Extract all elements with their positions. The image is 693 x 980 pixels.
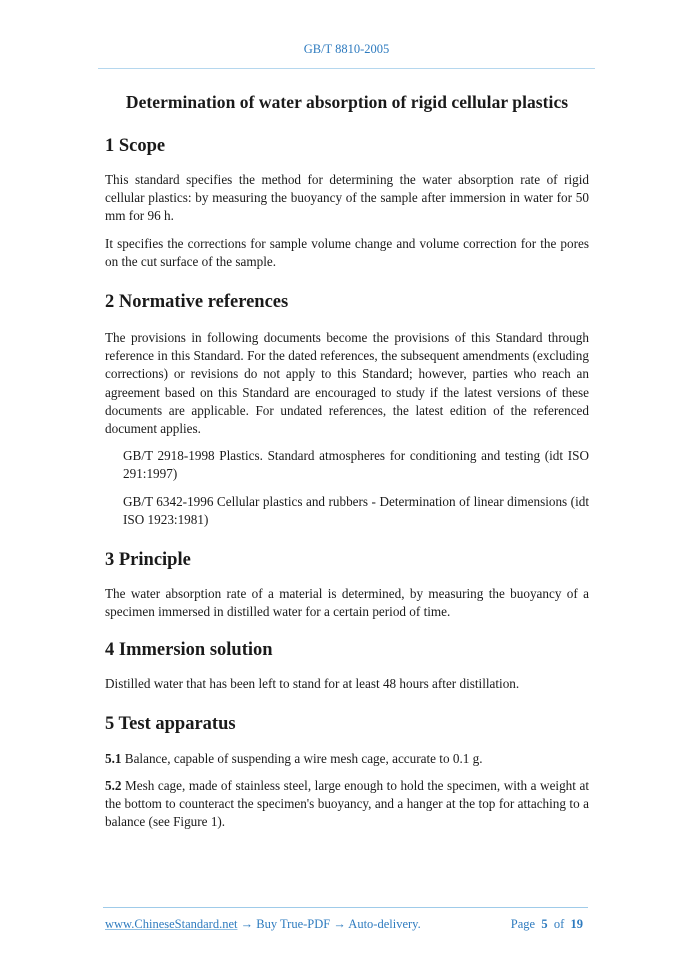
page-of: of xyxy=(553,917,565,931)
section-heading-scope: 1 Scope xyxy=(105,136,166,156)
document-title: Determination of water absorption of rigid cellular plastics xyxy=(125,92,569,112)
arrow-right-icon: → xyxy=(240,917,254,931)
running-header: GB/T 8810-2005 xyxy=(303,42,390,56)
page-footer xyxy=(105,917,589,932)
reference-item: GB/T 2918-1998 Plastics. Standard atmospheres for conditioning and testing (idt ISO 291:1997) xyxy=(123,448,589,482)
section-heading-principle: 3 Principle xyxy=(105,550,191,571)
page-label: Page xyxy=(510,917,536,931)
page-content xyxy=(105,88,589,831)
auto-delivery-text: Auto-delivery. xyxy=(345,917,421,931)
clause-number: 5.2 xyxy=(105,777,122,793)
clause-number: 5.1 xyxy=(105,750,122,766)
page-indicator xyxy=(511,917,583,932)
normative-references-paragraph: The provisions in following documents become the provisions of this Standard through reference in this Standard. For the dated references, the subsequent amendments (excluding corrections) or revisions do not apply to this Standard; however, parties who reach an agreement based on this Standard are encouraged to study if the latest versions of these documents are applicable. For undated references, the latest edition of the referenced document applies. xyxy=(105,330,589,437)
section-heading-immersion-solution: 4 Immersion solution xyxy=(105,640,273,661)
website-link[interactable]: www.ChineseStandard.net xyxy=(105,917,238,931)
clause-text: Balance, capable of suspending a wire mesh cage, accurate to 0.1 g. xyxy=(121,750,483,766)
section-heading-test-apparatus: 5 Test apparatus xyxy=(105,713,236,734)
reference-item: GB/T 6342-1996 Cellular plastics and rubbers - Determination of linear dimensions (idt ISO 1923:1981) xyxy=(123,493,589,527)
section-heading-normative-references: 2 Normative references xyxy=(105,292,289,313)
clause-5-1 xyxy=(105,750,589,768)
buy-true-pdf-text: Buy True-PDF xyxy=(253,917,334,931)
arrow-right-icon: → xyxy=(333,917,346,931)
header-divider xyxy=(98,68,595,69)
clause-text: Mesh cage, made of stainless steel, large enough to hold the specimen, with a weight at the bottom to counteract the specimen's buoyancy, and a hanger at the top for attaching to a balance (see Figure 1). xyxy=(105,777,589,830)
clause-5-2 xyxy=(105,777,589,832)
principle-paragraph: The water absorption rate of a material is determined, by measuring the buoyancy of a specimen immersed in distilled water for a certain period of time. xyxy=(105,586,589,620)
page-current: 5 xyxy=(541,917,548,931)
page-total: 19 xyxy=(570,917,583,931)
immersion-solution-paragraph: Distilled water that has been left to stand for at least 48 hours after distillation. xyxy=(105,676,520,692)
footer-divider xyxy=(103,907,588,908)
scope-paragraph-2: It specifies the corrections for sample volume change and volume correction for the pores on the cut surface of the sample. xyxy=(105,235,589,269)
scope-paragraph-1: This standard specifies the method for determining the water absorption rate of rigid cellular plastics: by measuring the buoyancy of the sample after immersion in water for 50 mm for 96 h. xyxy=(105,172,589,224)
